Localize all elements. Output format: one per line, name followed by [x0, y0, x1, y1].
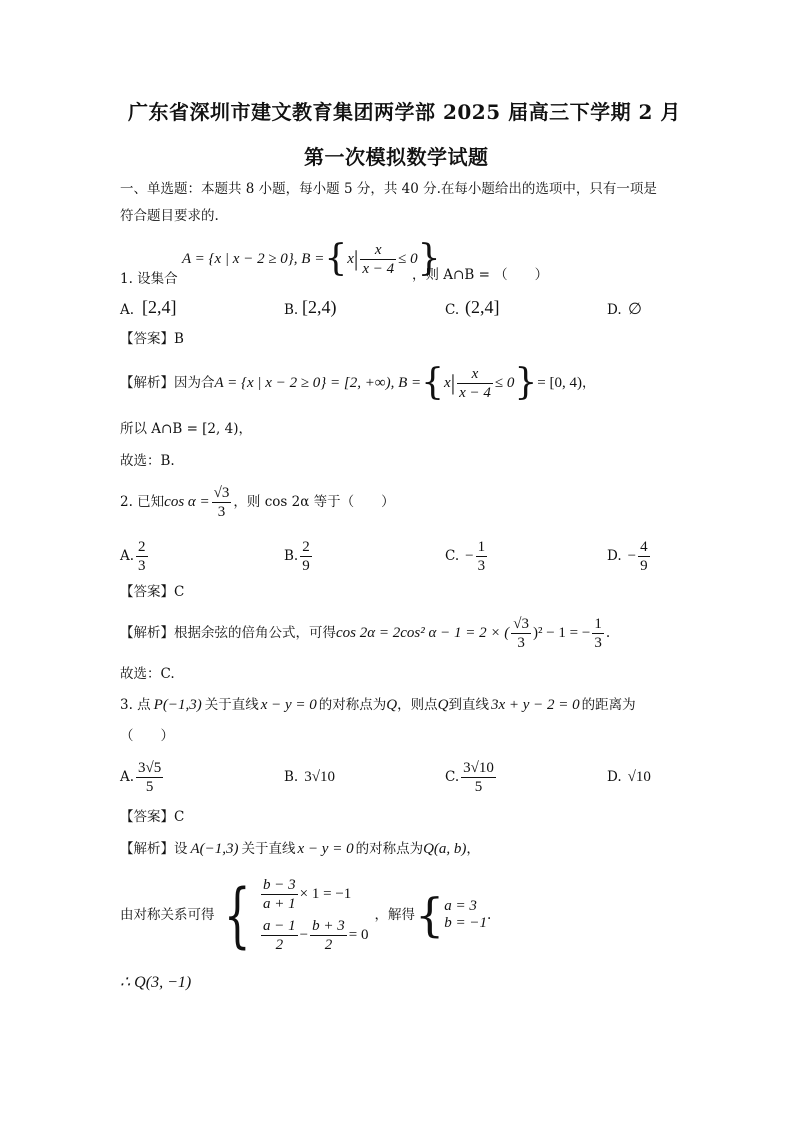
q1-analysis-end: ， [581, 375, 596, 391]
q1-frac-num: x [360, 241, 396, 260]
q1-analysis-cond: ≤ 0 [494, 374, 515, 391]
q1-number: 1. 设集合 [120, 271, 178, 287]
q2-stem [120, 480, 395, 524]
q3-text1: 关于直线 [204, 697, 259, 713]
q2-option-d-frac: $\frac{4}{9}$ [640, 538, 648, 574]
q2-analysis-frac2: $\frac{1}{3}$ [594, 615, 602, 651]
q1-option-b: B. [284, 302, 299, 318]
q3-text4: 到直线 [448, 697, 489, 713]
q3-analysis-label: 【解析】 [120, 841, 174, 857]
q1-set-expression [182, 236, 441, 282]
q2-analysis [120, 612, 610, 654]
q3-system-brace: { [223, 874, 251, 956]
q3-sol1: a = 3 [444, 898, 477, 914]
q2-answer: 【答案】C [120, 584, 185, 600]
q1-brace-left: { [324, 238, 348, 279]
q3-analysis [120, 838, 480, 860]
page-title-line2: 第一次模拟数学试题 [304, 145, 489, 169]
q2-analysis-math2: )² − 1 = − [532, 624, 591, 641]
q3-text2: 的对称点为 [318, 697, 387, 713]
q2-frac-den: 3 [217, 503, 226, 520]
q3-answer: 【答案】C [120, 809, 185, 825]
q1-choose: 故选：B. [120, 453, 175, 469]
q3-option-d-val: √10 [627, 768, 651, 785]
q3-system-equations [259, 876, 368, 954]
q2-fraction [212, 484, 232, 521]
q2-option-c: C. − $\frac{1}{3}$ [445, 538, 486, 574]
q1-analysis-result: = [0, 4) [537, 374, 582, 391]
q3-system-label: 由对称关系可得 [120, 907, 215, 923]
q3-point-q: Q [386, 696, 398, 713]
q3-eq1: $\frac{b - 3}{a + 1}$ × 1 = −1 [263, 877, 352, 912]
q1-analysis-fraction [457, 365, 493, 402]
q2-number: 2. 已知 [120, 494, 165, 510]
q3-option-a-frac: $\frac{3√5}{5}$ [138, 759, 162, 795]
q3-analysis-qab: Q(a, b) [423, 840, 467, 857]
q2-options [120, 536, 680, 576]
q2-analysis-math: cos 2α = 2cos² α − 1 = 2 × ( [336, 624, 510, 641]
q2-analysis-label: 【解析】 [120, 625, 174, 641]
q1-tail: ，则 A∩B = （ ） [412, 267, 549, 283]
q3-solution [444, 898, 487, 932]
q1-brace-right: } [417, 238, 441, 279]
q1-analysis-label: 【解析】 [120, 375, 174, 391]
page-title-line1: 广东省深圳市建文教育集团两学部 2025 届高三下学期 2 月 [128, 100, 681, 124]
q2-tail: ，则 cos 2α 等于（ ） [233, 494, 395, 510]
q3-option-d: D. √10 [607, 768, 651, 785]
q3-option-c: C. $\frac{3√10}{5}$ [445, 759, 494, 795]
q1-analysis-var: x [444, 374, 451, 391]
q2-analysis-frac1: $\frac{√3}{3}$ [513, 615, 529, 651]
q3-text3: ，则点 [397, 697, 438, 713]
q3-option-b: B. 3√10 [284, 768, 335, 785]
q3-option-b-val: 3√10 [304, 768, 335, 785]
q3-text5: 的距离为 [581, 697, 636, 713]
q2-option-a: A. $\frac{2}{3}$ [120, 538, 146, 574]
q3-solve-label: ，解得 [374, 907, 415, 923]
q1-analysis-math: A = {x | x − 2 ≥ 0} = [2, +∞), B = [214, 374, 422, 391]
q3-analysis-end: ， [466, 841, 480, 857]
q3-paren: （ ） [120, 728, 174, 744]
q1-bar: | [353, 246, 359, 271]
q3-analysis-text: 设 [174, 841, 188, 857]
q2-option-a-frac: $\frac{2}{3}$ [138, 538, 146, 574]
q1-analysis-text: 因为合 [174, 375, 215, 391]
q3-analysis-point-a: A(−1,3) [190, 840, 239, 857]
q1-analysis-bar: | [450, 370, 456, 395]
q2-frac-num: √3 [213, 484, 230, 501]
q3-point-p: P(−1,3) [153, 696, 202, 713]
q1-option-d-val: ∅ [628, 301, 642, 318]
q1-answer: 【答案】B [120, 331, 184, 347]
q3-analysis-t1: 关于直线 [241, 841, 296, 857]
q3-analysis-line: x − y = 0 [297, 840, 354, 857]
q3-line1: x − y = 0 [260, 696, 317, 713]
q1-analysis-frac-num: x [457, 365, 493, 384]
q1-option-c-val: (2,4] [465, 297, 500, 317]
q2-cos: cos α = [164, 493, 210, 510]
q3-line2: 3x + y − 2 = 0 [490, 696, 580, 713]
q3-eq2: $\frac{a - 1}{2}$ − $\frac{b + 3}{2}$ = 0 [263, 918, 369, 953]
q2-analysis-end: . [605, 625, 611, 641]
q3-system [120, 870, 491, 960]
q1-setB-var: x [347, 250, 354, 267]
section-heading: 一、单选题：本题共 8 小题，每小题 5 分，共 40 分.在每小题给出的选项中，只有一项是 [120, 181, 657, 197]
q1-option-a-val: [2,4] [142, 297, 177, 317]
q1-so: 所以 A∩B = [2, 4)， [120, 421, 252, 437]
q3-option-c-frac: $\frac{3√10}{5}$ [463, 759, 494, 795]
q3-options [120, 756, 680, 798]
q3-stem [120, 694, 636, 716]
q1-option-d: D. [607, 302, 622, 318]
q3-option-a: A. $\frac{3√5}{5}$ [120, 759, 162, 795]
q3-solve-brace: { [414, 888, 445, 942]
q2-choose: 故选：C. [120, 666, 175, 682]
q1-analysis [120, 360, 595, 406]
q1-option-a: A. [120, 302, 135, 318]
q1-analysis-brace-left: { [421, 362, 445, 403]
q1-analysis-frac-den: x − 4 [459, 384, 491, 401]
q1-option-c: C. [445, 302, 460, 318]
q2-option-c-frac: $\frac{1}{3}$ [477, 538, 486, 574]
q1-option-b-val: [2,4) [302, 297, 337, 317]
q1-setA: A = {x | x − 2 ≥ 0}, B = [182, 250, 325, 267]
q2-option-b: B. $\frac{2}{9}$ [284, 538, 310, 574]
q3-number: 3. 点 [120, 697, 151, 713]
q1-analysis-brace-right: } [514, 362, 538, 403]
q1-setB-cond: ≤ 0 [398, 250, 418, 267]
q2-option-b-frac: $\frac{2}{9}$ [302, 538, 310, 574]
q3-sol2: b = −1 [444, 915, 488, 931]
q2-option-d: D. − $\frac{4}{9}$ [607, 538, 648, 574]
q1-frac-den: x − 4 [362, 260, 395, 277]
q3-result: ∴ Q(3, −1) [120, 974, 192, 991]
q3-analysis-t2: 的对称点为 [355, 841, 424, 857]
q3-sol-end: . [487, 907, 492, 923]
q1-fraction [360, 241, 396, 278]
section-heading-cont: 符合题目要求的. [120, 208, 219, 224]
q2-analysis-text: 根据余弦的倍角公式，可得 [174, 625, 336, 641]
q3-point-q2: Q [437, 696, 449, 713]
